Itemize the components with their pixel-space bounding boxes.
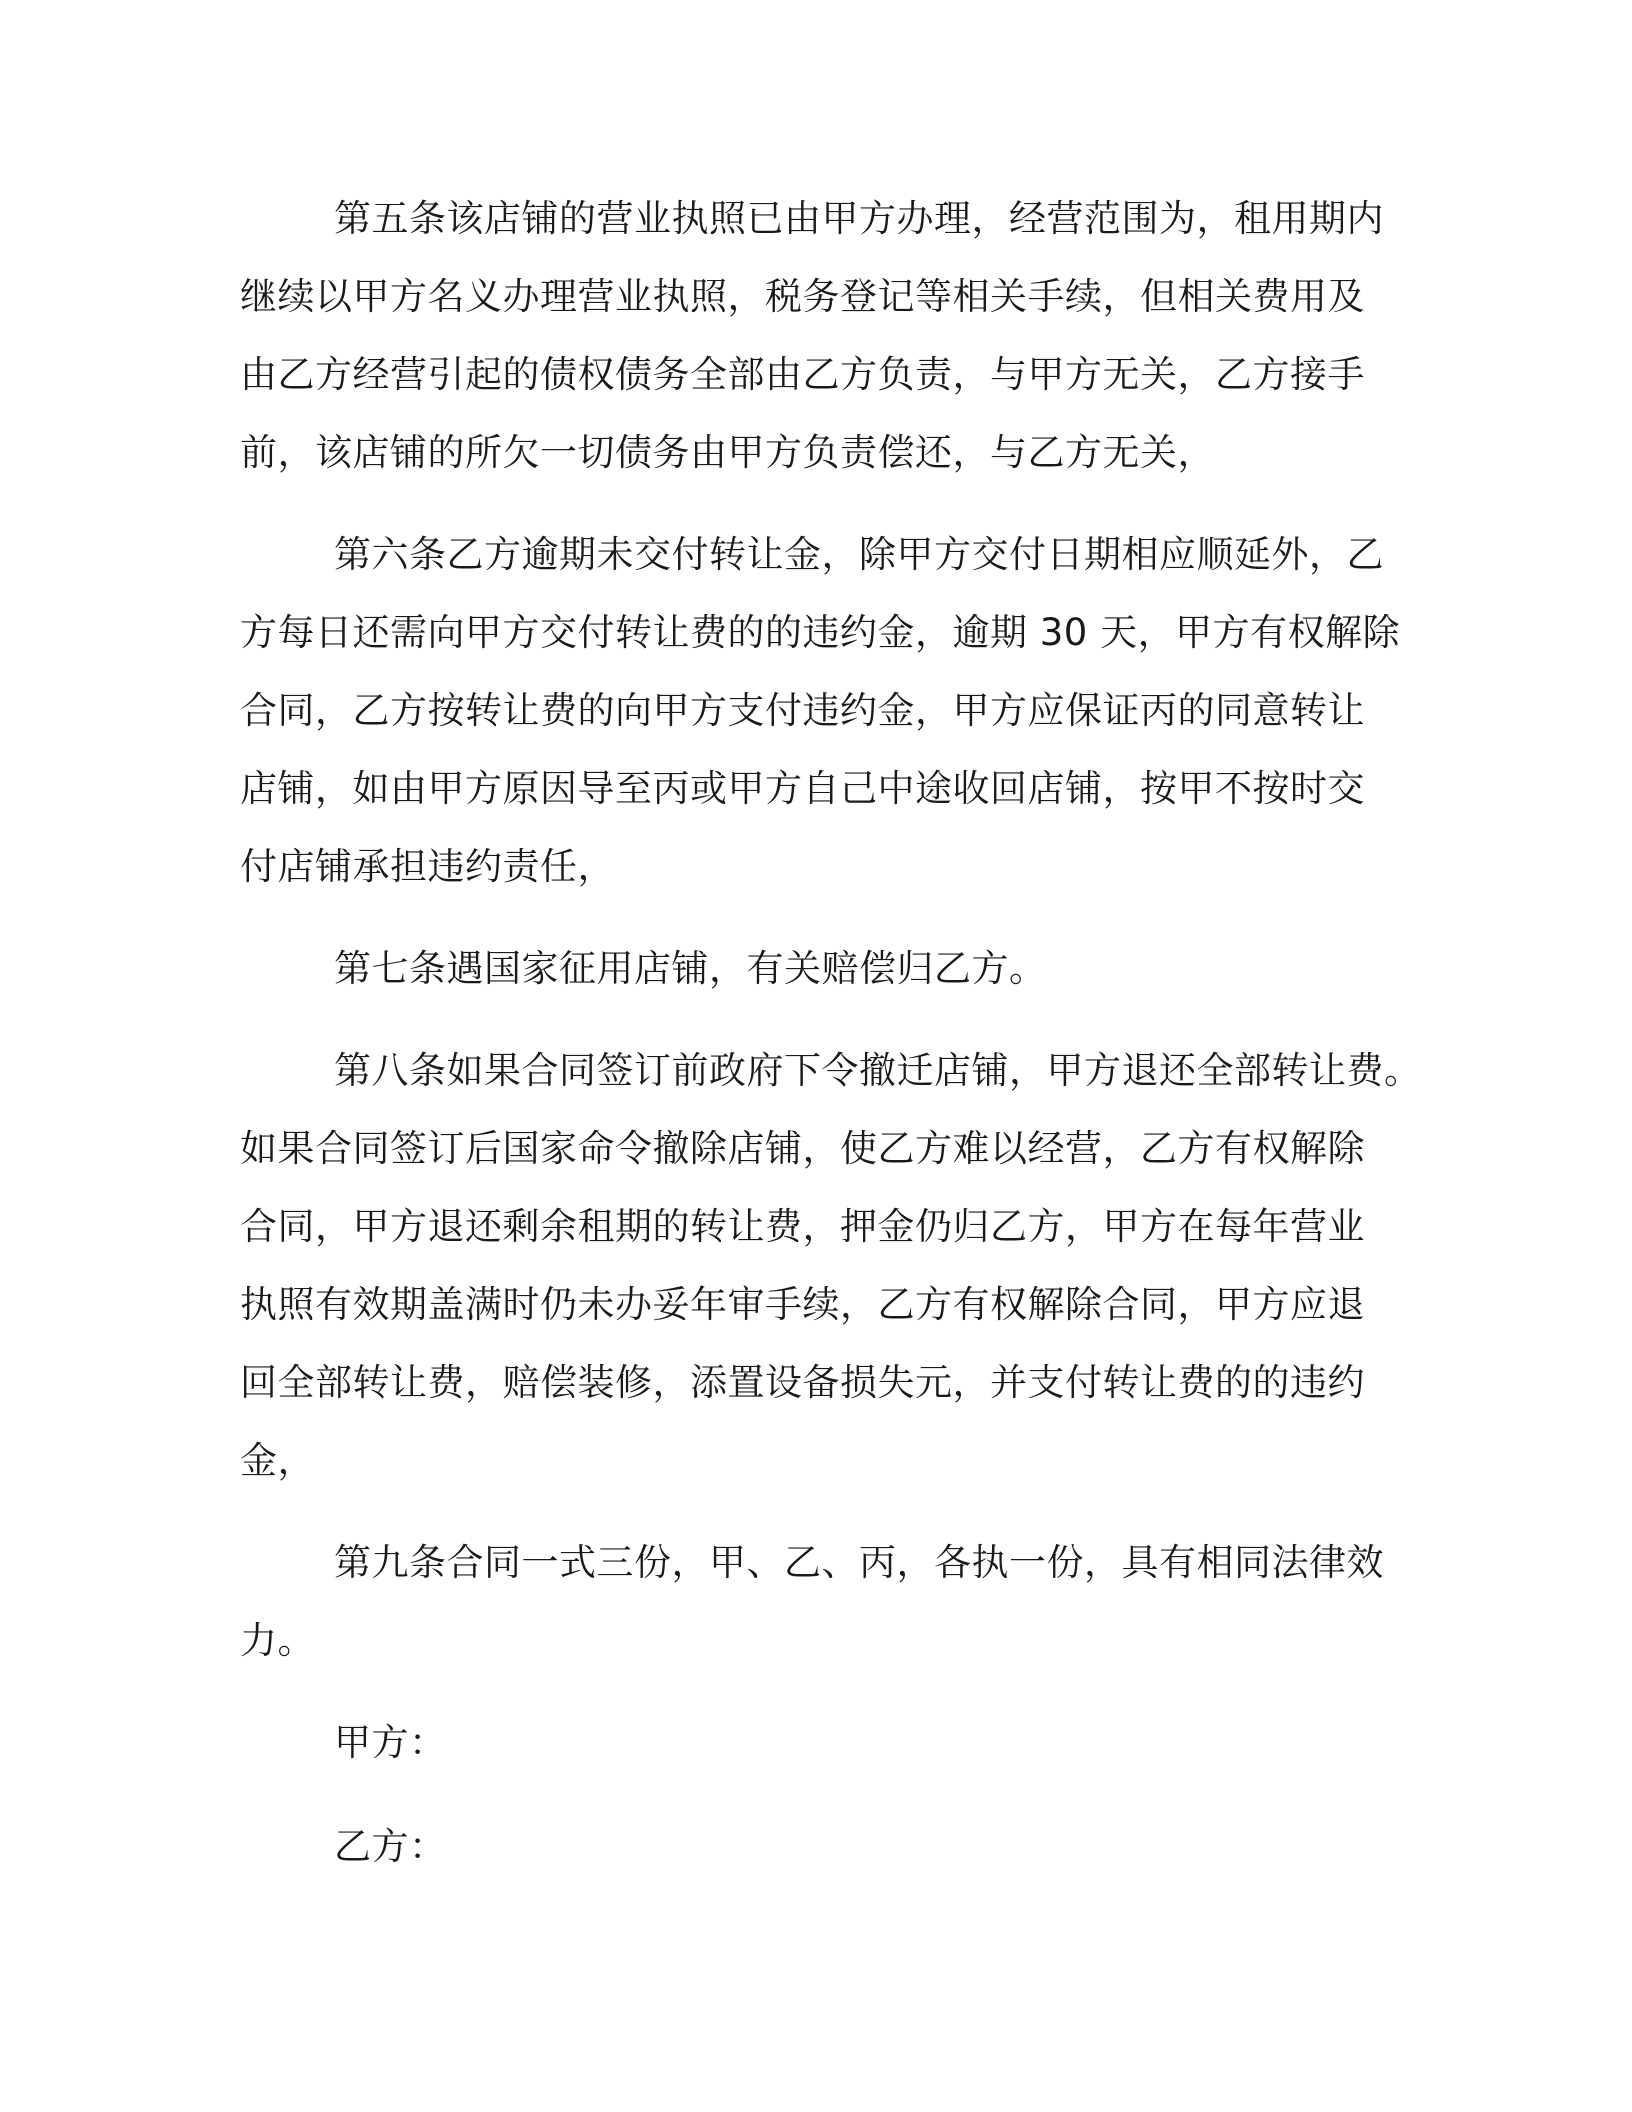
article-6: [240, 516, 1401, 906]
article-8-line: 合同，甲方退还剩余租期的转让费，押金仍归乙方，甲方在每年营业: [240, 1205, 1365, 1248]
article-8-line: 如果合同签订后国家命令撤除店铺，使乙方难以经营，乙方有权解除: [240, 1127, 1365, 1170]
article-8-line: 第八条如果合同签订前政府下令撤迁店铺，甲方退还全部转让费。: [334, 1049, 1422, 1092]
article-7-line: 第七条遇国家征用店铺，有关赔偿归乙方。: [334, 947, 1047, 990]
article-9-line: 第九条合同一式三份，甲、乙、丙，各执一份，具有相同法律效: [334, 1541, 1384, 1584]
article-5-line: 前，该店铺的所欠一切债务由甲方负责偿还，与乙方无关，: [240, 431, 1215, 474]
article-6-line: 合同，乙方按转让费的向甲方支付违约金，甲方应保证丙的同意转让: [240, 689, 1365, 732]
signature-party-a: 甲方：: [334, 1721, 447, 1764]
article-5-line: 第五条该店铺的营业执照已由甲方办理，经营范围为，租用期内: [334, 197, 1384, 240]
document-body: [240, 180, 1422, 1912]
article-9: [240, 1524, 1384, 1680]
article-8-line: 金，: [240, 1439, 315, 1482]
article-8-line: 回全部转让费，赔偿装修，添置设备损失元，并支付转让费的的违约: [240, 1361, 1365, 1404]
article-6-line: 第六条乙方逾期未交付转让金，除甲方交付日期相应顺延外，乙: [334, 533, 1384, 576]
article-8-line: 执照有效期盖满时仍未办妥年审手续，乙方有权解除合同，甲方应退: [240, 1283, 1365, 1326]
signature-party-b: 乙方：: [334, 1825, 447, 1868]
article-6-line: 店铺，如由甲方原因导至丙或甲方自己中途收回店铺，按甲不按时交: [240, 767, 1365, 810]
article-5-line: 继续以甲方名义办理营业执照，税务登记等相关手续，但相关费用及: [240, 275, 1365, 318]
article-5-line: 由乙方经营引起的债权债务全部由乙方负责，与甲方无关，乙方接手: [240, 353, 1365, 396]
article-7: [240, 930, 1380, 1008]
article-6-line: 方每日还需向甲方交付转让费的的违约金，逾期 30 天，甲方有权解除: [240, 611, 1401, 654]
article-5: [240, 180, 1384, 492]
article-6-line: 付店铺承担违约责任，: [240, 845, 615, 888]
article-8: [240, 1032, 1422, 1500]
article-9-line: 力。: [240, 1619, 315, 1662]
